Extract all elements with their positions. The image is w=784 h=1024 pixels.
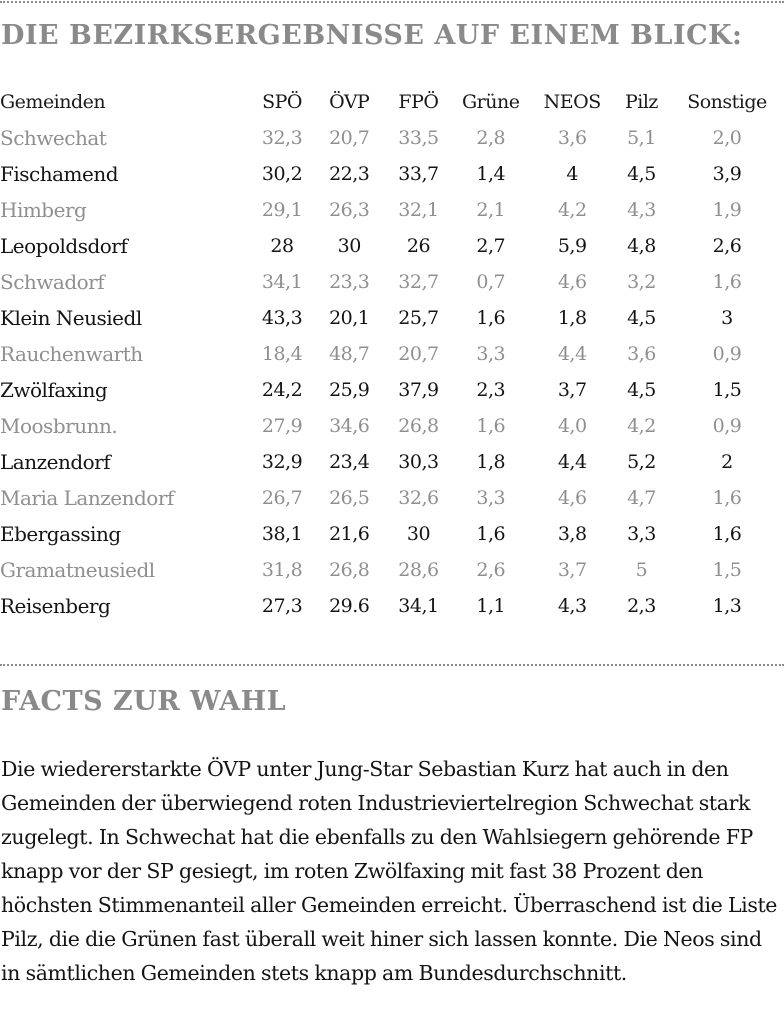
result-cell: 4,5 — [627, 379, 656, 401]
result-cell: 1,5 — [712, 379, 742, 401]
facts-heading: FACTS ZUR WAHL — [1, 686, 287, 717]
result-cell: 3,3 — [476, 343, 506, 365]
municipality-name: Maria Lanzendorf — [0, 486, 174, 510]
result-cell: 1,6 — [476, 415, 506, 437]
result-cell: 30,3 — [398, 451, 439, 473]
table-header-row — [0, 84, 784, 120]
result-cell: 5,2 — [627, 451, 656, 473]
result-cell: 2,1 — [476, 199, 506, 221]
table-row — [0, 516, 784, 552]
result-cell: 4,3 — [627, 199, 656, 221]
result-cell: 27,9 — [261, 415, 303, 437]
table-row — [0, 300, 784, 336]
result-cell: 1,8 — [557, 307, 587, 329]
result-cell: 32,1 — [398, 199, 439, 221]
table-row — [0, 156, 784, 192]
result-cell: 32,7 — [398, 271, 439, 293]
result-cell: 0,9 — [712, 343, 742, 365]
result-cell: 23,4 — [329, 451, 370, 473]
top-dotted-divider — [0, 1, 784, 3]
municipality-name: Zwölfaxing — [0, 378, 108, 402]
result-cell: 28 — [270, 235, 294, 257]
result-cell: 43,3 — [261, 307, 303, 329]
result-cell: 3,3 — [476, 487, 506, 509]
result-cell: 29.6 — [329, 595, 370, 617]
results-heading: DIE BEZIRKSERGEBNISSE AUF EINEM BLICK: — [1, 20, 743, 51]
result-cell: 4,3 — [557, 595, 587, 617]
result-cell: 30 — [406, 523, 431, 545]
result-cell: 4,6 — [557, 271, 587, 293]
result-cell: 21,6 — [329, 523, 370, 545]
municipality-name: Reisenberg — [0, 594, 111, 618]
middle-dotted-divider — [0, 664, 784, 666]
municipality-name: Ebergassing — [0, 522, 121, 546]
result-cell: 3,6 — [627, 343, 656, 365]
municipality-name: Himberg — [0, 198, 87, 222]
table-row — [0, 228, 784, 264]
result-cell: 3,7 — [557, 379, 587, 401]
table-row — [0, 480, 784, 516]
result-cell: 4,4 — [557, 451, 587, 473]
result-cell: 33,7 — [398, 163, 439, 185]
result-cell: 25,9 — [329, 379, 370, 401]
municipality-name: Schwechat — [0, 126, 107, 150]
municipality-name: Klein Neusiedl — [0, 306, 142, 330]
result-cell: 4,5 — [627, 307, 656, 329]
column-header-gemeinden: Gemeinden — [0, 91, 106, 113]
table-row — [0, 336, 784, 372]
result-cell: 31,8 — [261, 559, 303, 581]
result-cell: 1,6 — [712, 523, 742, 545]
table-row — [0, 264, 784, 300]
result-cell: 1,1 — [476, 595, 506, 617]
result-cell: 2,3 — [627, 595, 656, 617]
result-cell: 33,5 — [398, 127, 439, 149]
result-cell: 48,7 — [329, 343, 370, 365]
column-header-ovp: ÖVP — [329, 91, 370, 113]
result-cell: 4,2 — [627, 415, 656, 437]
municipality-name: Fischamend — [0, 162, 119, 186]
result-cell: 30 — [337, 235, 361, 257]
result-cell: 3,6 — [557, 127, 587, 149]
result-cell: 26,7 — [261, 487, 303, 509]
result-cell: 3 — [721, 307, 733, 329]
result-cell: 1,9 — [712, 199, 742, 221]
result-cell: 37,9 — [398, 379, 439, 401]
result-cell: 2,0 — [712, 127, 742, 149]
result-cell: 2,8 — [476, 127, 506, 149]
table-body — [0, 120, 784, 624]
result-cell: 34,1 — [398, 595, 439, 617]
result-cell: 0,7 — [476, 271, 506, 293]
municipality-name: Schwadorf — [0, 270, 105, 294]
result-cell: 3,3 — [627, 523, 656, 545]
result-cell: 2,6 — [712, 235, 742, 257]
table-row — [0, 372, 784, 408]
result-cell: 32,9 — [261, 451, 303, 473]
result-cell: 4,7 — [627, 487, 656, 509]
result-cell: 1,6 — [712, 487, 742, 509]
table-row — [0, 120, 784, 156]
result-cell: 26 — [406, 235, 431, 257]
result-cell: 27,3 — [261, 595, 303, 617]
result-cell: 26,3 — [329, 199, 370, 221]
result-cell: 3,8 — [557, 523, 587, 545]
column-header-grune: Grüne — [462, 91, 520, 113]
result-cell: 1,3 — [712, 595, 742, 617]
result-cell: 5,9 — [557, 235, 587, 257]
column-header-fpo: FPÖ — [398, 91, 439, 113]
result-cell: 38,1 — [261, 523, 303, 545]
result-cell: 3,2 — [627, 271, 656, 293]
result-cell: 30,2 — [261, 163, 303, 185]
result-cell: 2,7 — [476, 235, 506, 257]
result-cell: 2 — [721, 451, 733, 473]
column-header-pilz: Pilz — [624, 91, 658, 113]
result-cell: 1,6 — [476, 307, 506, 329]
result-cell: 5 — [635, 559, 648, 581]
municipality-name: Lanzendorf — [0, 450, 111, 474]
result-cell: 1,6 — [712, 271, 742, 293]
result-cell: 32,3 — [261, 127, 303, 149]
result-cell: 1,5 — [712, 559, 742, 581]
result-cell: 5,1 — [627, 127, 656, 149]
result-cell: 24,2 — [261, 379, 303, 401]
result-cell: 1,8 — [476, 451, 506, 473]
result-cell: 4,2 — [557, 199, 587, 221]
result-cell: 4,8 — [627, 235, 656, 257]
result-cell: 26,5 — [329, 487, 370, 509]
result-cell: 3,9 — [712, 163, 742, 185]
result-cell: 4,0 — [557, 415, 587, 437]
table-row — [0, 552, 784, 588]
result-cell: 34,1 — [261, 271, 303, 293]
result-cell: 22,3 — [329, 163, 370, 185]
result-cell: 23,3 — [329, 271, 370, 293]
result-cell: 20,1 — [329, 307, 370, 329]
result-cell: 20,7 — [398, 343, 439, 365]
column-header-neos: NEOS — [543, 91, 601, 113]
result-cell: 4,5 — [627, 163, 656, 185]
result-cell: 2,6 — [476, 559, 506, 581]
facts-paragraph: Die wiedererstarkte ÖVP unter Jung-Star Sebastian Kurz hat auch in den Gemeinden der überwiegend roten Industrieviertelregion Schwechat stark zugelegt. In Schwechat hat die ebenfalls zu den Wahlsiegern gehörende FP knapp vor der SP gesiegt, im roten Zwölfaxing mit fast 38 Prozent den höchsten Stimmenanteil aller Gemeinden erreicht. Überraschend ist die Liste Pilz, die die Grünen fast überall weit hiner sich lassen konnte. Die Neos sind in sämtlichen Gemeinden stets knapp am Bundesdurchschnitt. — [1, 757, 778, 985]
result-cell: 26,8 — [398, 415, 439, 437]
result-cell: 4 — [566, 163, 578, 185]
result-cell: 28,6 — [398, 559, 439, 581]
result-cell: 29,1 — [261, 199, 303, 221]
result-cell: 1,6 — [476, 523, 506, 545]
result-cell: 4,4 — [557, 343, 587, 365]
table-row — [0, 444, 784, 480]
result-cell: 20,7 — [329, 127, 370, 149]
table-row — [0, 192, 784, 228]
municipality-name: Gramatneusiedl — [0, 558, 155, 582]
result-cell: 3,7 — [557, 559, 587, 581]
result-cell: 26,8 — [329, 559, 370, 581]
column-header-sonstige: Sonstige — [687, 91, 767, 113]
result-cell: 32,6 — [398, 487, 439, 509]
result-cell: 2,3 — [476, 379, 506, 401]
table-row — [0, 588, 784, 624]
result-cell: 0,9 — [712, 415, 742, 437]
result-cell: 18,4 — [261, 343, 303, 365]
result-cell: 25,7 — [398, 307, 439, 329]
column-header-spo: SPÖ — [262, 91, 302, 113]
result-cell: 34,6 — [329, 415, 370, 437]
municipality-name: Moosbrunn. — [0, 414, 118, 438]
district-results-table — [0, 84, 784, 624]
result-cell: 4,6 — [557, 487, 587, 509]
municipality-name: Leopoldsdorf — [0, 234, 128, 258]
municipality-name: Rauchenwarth — [0, 342, 143, 366]
result-cell: 1,4 — [476, 163, 506, 185]
table-row — [0, 408, 784, 444]
